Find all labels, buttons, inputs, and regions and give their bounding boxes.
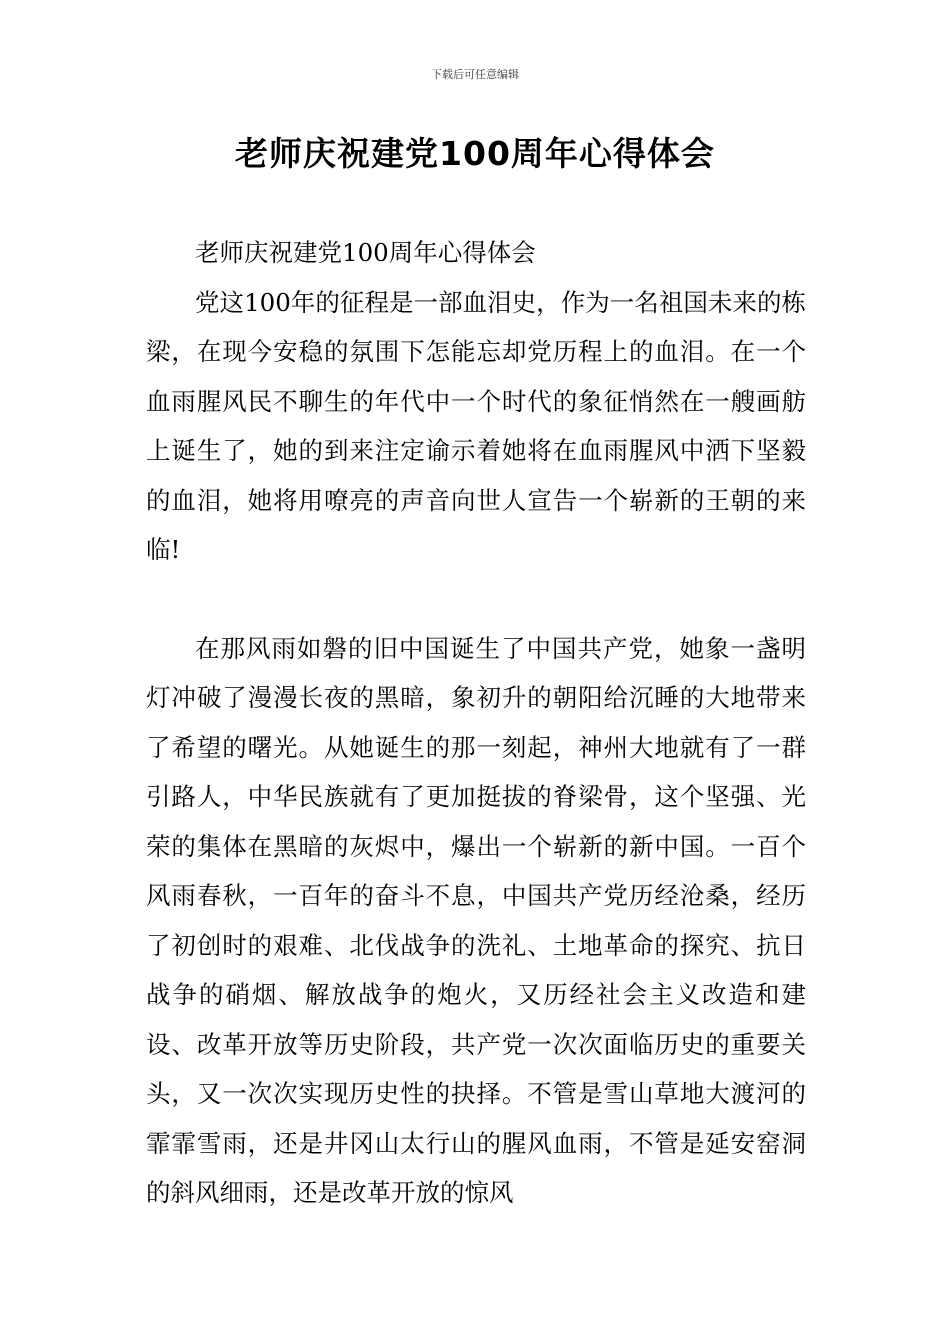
document-body xyxy=(146,228,806,1218)
document-title: 老师庆祝建党100周年心得体会 xyxy=(235,134,715,173)
paragraph-1: 党这100年的征程是一部血泪史，作为一名祖国未来的栋梁，在现今安稳的氛围下怎能忘却党历程上的血泪。在一个血雨腥风民不聊生的年代中一个时代的象征悄然在一艘画舫上诞生了，她的到来注定谕示着她将在血雨腥风中洒下坚毅的血泪，她将用嘹亮的声音向世人宣告一个崭新的王朝的来临! xyxy=(146,287,806,564)
paragraph-subtitle: 老师庆祝建党100周年心得体会 xyxy=(195,238,536,267)
paragraph-2: 在那风雨如磐的旧中国诞生了中国共产党，她象一盏明灯冲破了漫漫长夜的黑暗，象初升的朝阳给沉睡的大地带来了希望的曙光。从她诞生的那一刻起，神州大地就有了一群引路人，中华民族就有了更加挺拔的脊梁骨，这个坚强、光荣的集体在黑暗的灰烬中，爆出一个崭新的新中国。一百个风雨春秋，一百年的奋斗不息，中国共产党历经沧桑，经历了初创时的艰难、北伐战争的洗礼、土地革命的探究、抗日战争的硝烟、解放战争的炮火，又历经社会主义改造和建设、改革开放等历史阶段，共产党一次次面临历史的重要关头，又一次次实现历史性的抉择。不管是雪山草地大渡河的霏霏雪雨，还是井冈山太行山的腥风血雨，不管是延安窑洞的斜风细雨，还是改革开放的惊风 xyxy=(146,633,806,1207)
header-note: 下载后可任意编辑 xyxy=(431,68,519,81)
